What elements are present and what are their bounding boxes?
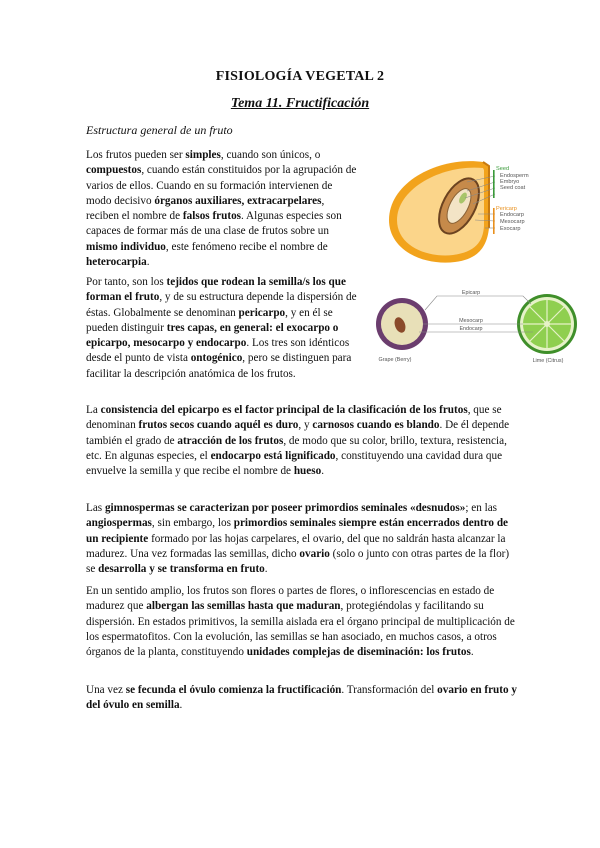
label-exocarp: Exocarp (500, 226, 521, 232)
peach-fruit-diagram (383, 158, 553, 268)
grape-caption: Grape (Berry) (378, 357, 412, 363)
label-seed: Seed (496, 166, 510, 172)
chapter-subtitle: Tema 11. Fructificación (230, 96, 370, 111)
paragraph-fructificacion: Una vez se fecunda el óvulo comienza la fructificación. Transformación del ovario en fruto y del óvulo en semilla. (86, 684, 517, 712)
label-mesocarp: Mesocarp (500, 219, 525, 225)
label-endocarp: Endocarp (500, 212, 524, 218)
lime-core-shape (544, 321, 550, 327)
grape-lime-diagram (373, 288, 580, 366)
label-seed-coat: Seed coat (500, 185, 526, 191)
seed-group-bracket (493, 170, 495, 198)
paragraph-epicarpo: La consistencia del epicarpo es el factor principal de la clasificación de los frutos, que se denominan frutos secos cuando aquél es duro, y carnosos cuando es blando. De él depende también el grado de atracción de los frutos, de modo que su color, brillo, textura, resistencia, etc. En algunas especies, el endocarpo está lignificado, constituyendo una cavidad dura que envuelve la semilla y que recibe el nombre de hueso. (86, 404, 510, 478)
label-endosperm: Endosperm (500, 173, 529, 179)
label-endocarp-shared: Endocarp (459, 326, 483, 332)
grape-drawing (376, 298, 428, 350)
label-embryo: Embryo (500, 179, 520, 185)
paragraph-frutos-simples: Los frutos pueden ser simples, cuando son únicos, o compuestos, cuando están constituidos por la agrupación de varios de ellos. Cuando en su formación intervienen de modo decisivo órganos auxiliares, extracarpelares, reciben el nombre de falsos frutos. Algunas especies son capaces de formar más de una clase de frutos sobre un mismo individuo, este fenómeno recibe el nombre de heterocarpia. (86, 149, 357, 269)
lime-drawing (517, 294, 577, 354)
lime-caption: Lime (Citrus) (532, 358, 564, 364)
label-pericarp: Pericarp (496, 206, 517, 212)
section-heading: Estructura general de un fruto (86, 123, 233, 137)
label-epicarp: Epicarp (461, 290, 481, 296)
label-mesocarp-shared: Mesocarp (459, 318, 483, 324)
paragraph-gimnospermas: Las gimnospermas se caracterizan por poseer primordios seminales «desnudos»; en las angiospermas, sin embargo, los primordios seminales siempre están encerrados dentro de un recipiente formado por las hojas carpelares, el ovario, del que no saldrán hasta alcanzar la madurez. Una vez formadas las semillas, dicho ovario (solo o junto con otras partes de la flor) se desarrolla y se transforma en fruto. (86, 502, 510, 576)
page-title: FISIOLOGÍA VEGETAL 2 (215, 69, 385, 84)
pericarp-group-bracket (493, 208, 495, 234)
paragraph-sentido-amplio: En un sentido amplio, los frutos son flores o partes de flores, o inflorescencias en estado de madurez que albergan las semillas hasta que maduran, protegiéndolas y facilitando su dispersión. En estados primitivos, la semilla aislada era el órgano principal de multiplicación de los espermatofitos. Con la evolución, las semillas se han asociado, en muchos casos, a otros órganos de la planta, constituyendo unidades complejas de diseminación: los frutos. (86, 585, 515, 659)
paragraph-pericarpo: Por tanto, son los tejidos que rodean la semilla/s los que forman el fruto, y de su estructura depende la dispersión de éstas. Globalmente se denominan pericarpo, y en él se pueden distinguir tres capas, en general: el exocarpo o epicarpo, mesocarpo y endocarpo. Los tres son idénticos desde el punto de vista ontogénico, pero se distinguen para facilitar la descripción anatómica de los frutos. (86, 276, 357, 380)
